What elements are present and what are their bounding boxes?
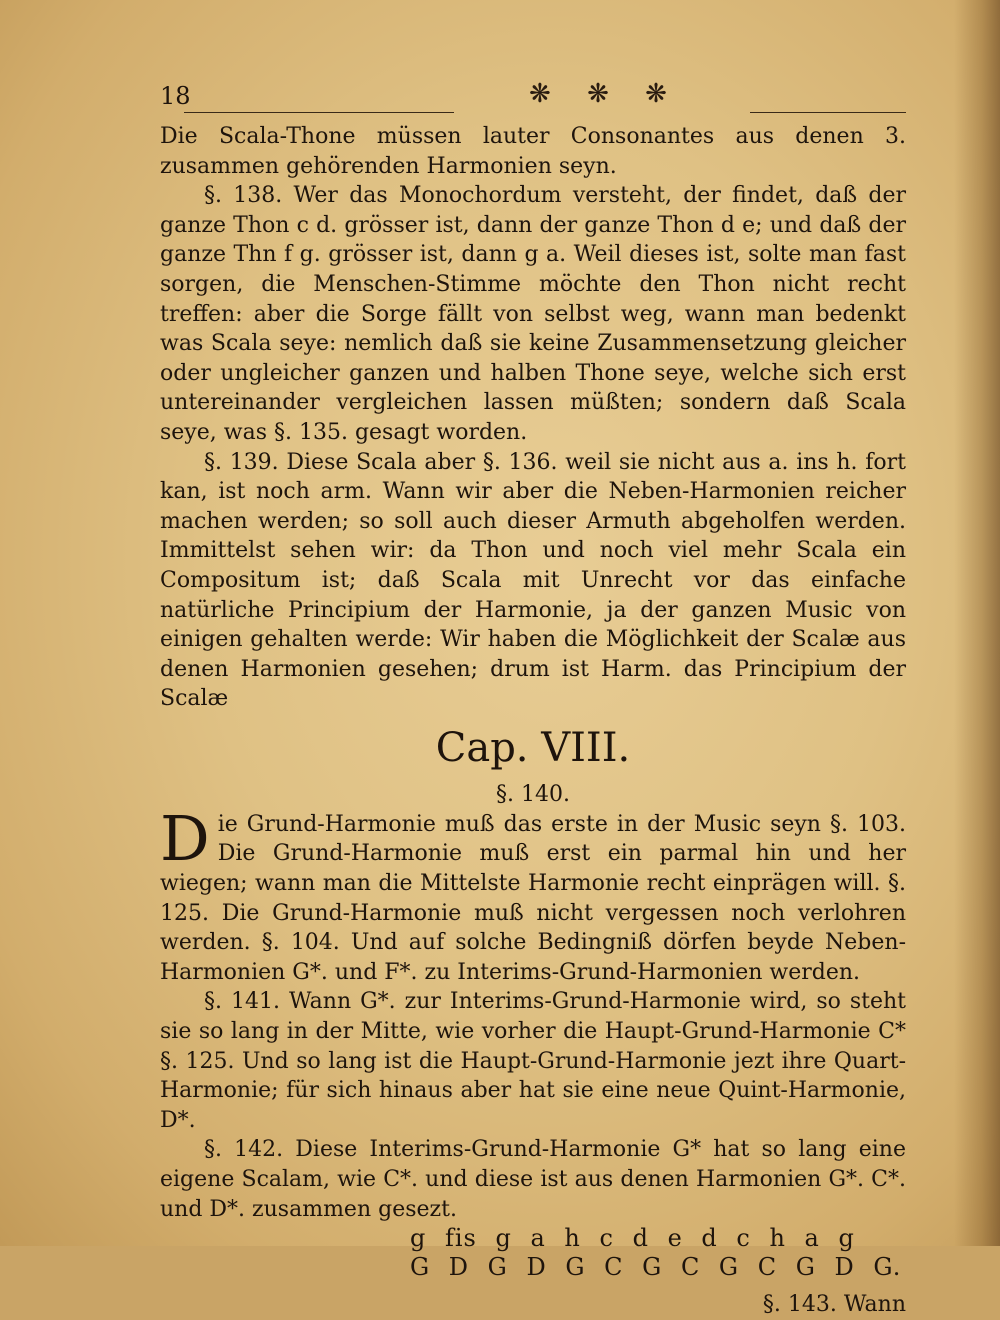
paragraph-141: §. 141. Wann G*. zur Interims-Grund-Harmonie wird, so steht sie so lang in der Mitte, wie vorher die Haupt-Grund-Harmonie C* §. 125. Und so lang ist die Haupt-Grund-Harmonie jezt ihre Quart-Harmonie; für sich hinaus aber hat sie eine neue Quint-Harmonie, D*. bbox=[160, 989, 906, 1133]
page-header bbox=[160, 78, 906, 122]
chapter-title: Cap. VIII. bbox=[435, 724, 631, 771]
paragraph-139: §. 139. Diese Scala aber §. 136. weil sie nicht aus a. ins h. fort kan, ist noch arm. Wann wir aber die Neben-Harmonien reicher machen werden; so soll auch dieser Armuth abgeholfen werden. Immittelst sehen wir: da Thon und noch viel mehr Scala ein Compositum ist; daß Scala mit Unrecht vor das einfache natürliche Principium der Harmonie, ja der ganzen Music von einigen gehalten werde: Wir haben die Möglichkeit der Scalæ aus denen Harmonien gesehen; drum ist Harm. das Principium der Scalæ bbox=[160, 449, 906, 712]
scale-harmonies-row: G D G D G C G C G C G D G. bbox=[410, 1253, 902, 1282]
page-number: 18 bbox=[160, 82, 191, 110]
page-edge-shadow bbox=[954, 0, 1000, 1246]
scale-notation bbox=[160, 1224, 906, 1318]
drop-cap: D bbox=[160, 801, 210, 875]
header-ornament-icon: ❋ ❋ ❋ bbox=[529, 79, 681, 109]
header-rule-left bbox=[184, 112, 454, 113]
paragraph-142: §. 142. Diese Interims-Grund-Harmonie G* hat so lang eine eigene Scalam, wie C*. und diese ist aus denen Harmonien G*. C*. und D*. zusammen gesezt. bbox=[160, 1137, 906, 1222]
paragraph-140-text: ie Grund-Harmonie muß das erste in der Music seyn §. 103. Die Grund-Harmonie muß erst ein parmal hin und her wiegen; wann man die Mittelste Harmonie recht einprägen will. §. 125. Die Grund-Harmonie muß nicht vergessen noch verlohren werden. §. 104. Und auf solche Bedingniß dörfen beyde Neben-Harmonien G*. und F*. zu Interims-Grund-Harmonien werden. bbox=[160, 811, 906, 985]
section-number-140: §. 140. bbox=[496, 781, 570, 807]
catchword: §. 143. Wann bbox=[762, 1292, 906, 1318]
header-rule-right bbox=[750, 112, 906, 113]
paragraph-138: §. 138. Wer das Monochordum versteht, der findet, daß der ganze Thon c d. grösser ist, dann der ganze Thon d e; und daß der ganze Thn f g. grösser ist, dann g a. Weil dieses ist, solte man fast sorgen, die Menschen-Stimme möchte den Thon nicht recht treffen: aber die Sorge fällt von selbst weg, wann man bedenkt was Scala seye: nemlich daß sie keine Zusammensetzung gleicher oder ungleicher ganzen und halben Thone seye, welche sich erst untereinander vergleichen lassen müßten; sondern daß Scala seye, was §. 135. gesagt worden. bbox=[160, 183, 906, 445]
paragraph-140 bbox=[160, 801, 906, 988]
scale-notes-row: g fis g a h c d e d c h a g bbox=[410, 1224, 855, 1253]
page-text-block bbox=[160, 78, 906, 1318]
paragraph-intro: Die Scala-Thone müssen lauter Consonantes aus denen 3. zusammen gehörenden Harmonien seyn. bbox=[160, 124, 906, 179]
